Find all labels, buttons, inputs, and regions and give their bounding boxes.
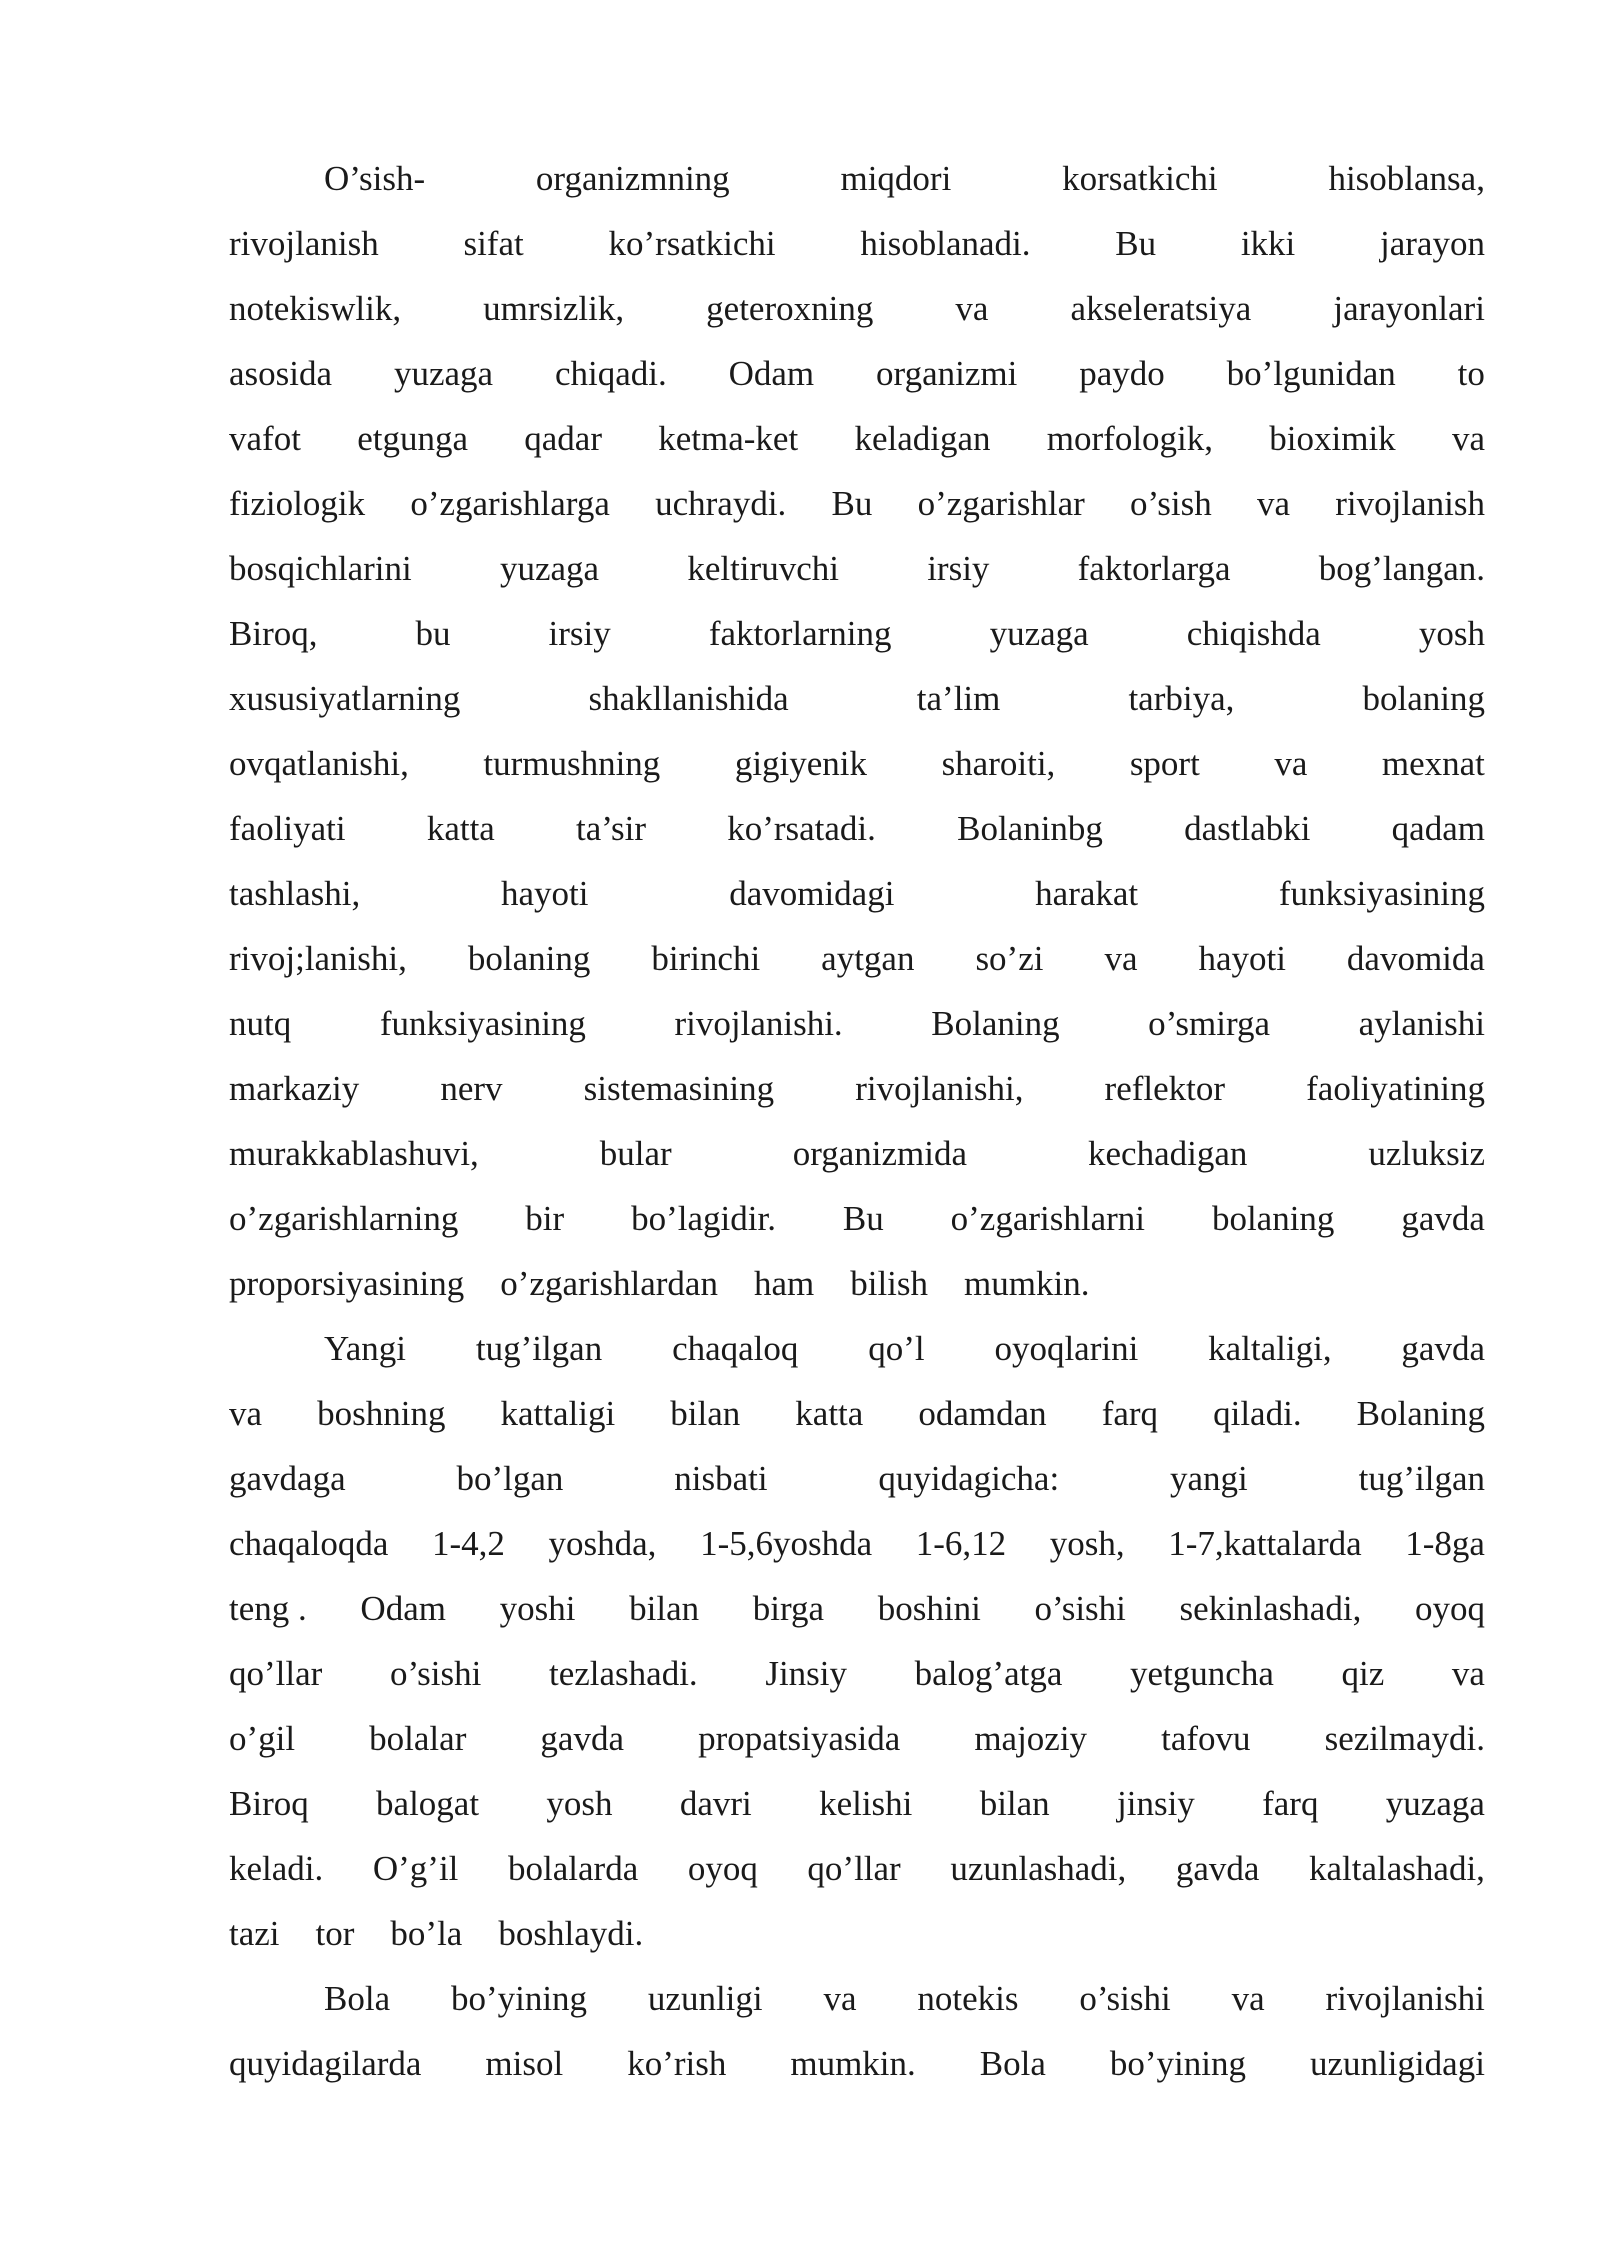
text-line [229, 796, 1485, 861]
word: ketma-ket [658, 419, 799, 458]
word: turmushning [483, 744, 661, 783]
word: birinchi [651, 939, 761, 978]
word: fiziologik [229, 484, 366, 523]
word: Bu [842, 1199, 884, 1238]
word: oyoq [1414, 1589, 1485, 1628]
word: kaltaligi, [1208, 1329, 1332, 1368]
word: ko’rsatadi. [727, 809, 876, 848]
word: mumkin. [964, 1264, 1090, 1303]
text-line [229, 991, 1485, 1056]
word: tug’ilgan [1358, 1459, 1485, 1498]
word: bilan [979, 1784, 1050, 1823]
word: qadar [524, 419, 602, 458]
word: Bu [831, 484, 873, 523]
text-line [229, 1771, 1485, 1836]
word: notekiswlik, [229, 289, 402, 328]
word: organizmida [792, 1134, 968, 1173]
word: bolalarda [508, 1849, 639, 1888]
word: propatsiyasida [698, 1719, 901, 1758]
word: chaqaloq [672, 1329, 799, 1368]
word: dastlabki [1184, 809, 1311, 848]
word: yangi [1170, 1459, 1248, 1498]
word: faktorlarning [708, 614, 892, 653]
word: jarayonlari [1333, 289, 1485, 328]
word: yoshi [499, 1589, 576, 1628]
word: Bola [979, 2044, 1046, 2083]
word: Bolaninbg [957, 809, 1103, 848]
word: sport [1129, 744, 1200, 783]
text-line [229, 1836, 1485, 1901]
word: 1-6,12 [915, 1524, 1007, 1563]
text-line [229, 926, 1485, 991]
text-line [229, 731, 1485, 796]
word: chaqaloqda [229, 1524, 389, 1563]
word: Yangi [324, 1329, 407, 1368]
word: misol [485, 2044, 564, 2083]
text-line [229, 1706, 1485, 1771]
word: gavda [1401, 1199, 1485, 1238]
word: Bu [1115, 224, 1157, 263]
word: 1-7,kattalarda [1168, 1524, 1362, 1563]
word: tashlashi, [229, 874, 361, 913]
word: ta’sir [576, 809, 647, 848]
word: notekis [917, 1979, 1019, 2018]
word: yosh [1418, 614, 1485, 653]
word: ovqatlanishi, [229, 744, 409, 783]
word: chiqadi. [554, 354, 667, 393]
word: o’zgarishlardan [500, 1264, 718, 1303]
text-line [229, 1056, 1485, 1121]
word: funksiyasining [379, 1004, 586, 1043]
paragraph [229, 1966, 1485, 2096]
word: yuzaga [393, 354, 494, 393]
word: faoliyatining [1306, 1069, 1485, 1108]
word: davomida [1346, 939, 1485, 978]
word: murakkablashuvi, [229, 1134, 479, 1173]
word: tafovu [1161, 1719, 1251, 1758]
paragraph [229, 146, 1485, 1316]
word: xususiyatlarning [229, 679, 461, 718]
text-line [229, 1901, 1485, 1966]
word: sharoiti, [941, 744, 1056, 783]
word: tug’ilgan [475, 1329, 603, 1368]
text-line [229, 1576, 1485, 1641]
word: sifat [463, 224, 524, 263]
word: va [1231, 1979, 1265, 2018]
word: uzluksiz [1368, 1134, 1485, 1173]
word: organizmi [876, 354, 1018, 393]
word: bo’lgan [456, 1459, 564, 1498]
word: bolaning [1211, 1199, 1335, 1238]
word: Biroq, [229, 614, 318, 653]
word: bir [525, 1199, 565, 1238]
word: rivojlanish [1335, 484, 1485, 523]
word: paydo [1079, 354, 1165, 393]
word: boshini [877, 1589, 981, 1628]
word: gavda [1175, 1849, 1260, 1888]
word: bo’la [390, 1914, 463, 1953]
word: o’sish [1130, 484, 1212, 523]
word: jarayon [1380, 224, 1485, 263]
word: 1-4,2 [432, 1524, 505, 1563]
word: hayoti [1198, 939, 1286, 978]
word: o’zgarishlarning [229, 1199, 459, 1238]
word: kechadigan [1088, 1134, 1248, 1173]
word: bular [599, 1134, 672, 1173]
word: yosh [546, 1784, 613, 1823]
word: o’zgarishlarga [410, 484, 610, 523]
word: rivojlanishi, [855, 1069, 1024, 1108]
word: majoziy [974, 1719, 1088, 1758]
word: qiladi. [1213, 1394, 1302, 1433]
word: katta [795, 1394, 864, 1433]
text-line [229, 1121, 1485, 1186]
text-line [229, 666, 1485, 731]
word: faoliyati [229, 809, 346, 848]
word: tor [315, 1914, 355, 1953]
word: yuzaga [499, 549, 600, 588]
word: aylanishi [1358, 1004, 1485, 1043]
text-line [229, 1641, 1485, 1706]
word: ham [753, 1264, 815, 1303]
word: geteroxning [706, 289, 874, 328]
word: tazi [229, 1914, 280, 1953]
word: bilish [850, 1264, 929, 1303]
word: rivojlanishi. [674, 1004, 843, 1043]
word: Biroq [229, 1784, 309, 1823]
word: uzunlashadi, [950, 1849, 1127, 1888]
word: gavda [540, 1719, 624, 1758]
word: o’sishi [1079, 1979, 1171, 2018]
word: bolaning [1362, 679, 1485, 718]
word: bilan [670, 1394, 741, 1433]
text-line [229, 471, 1485, 536]
word: Bolaning [1356, 1394, 1485, 1433]
word: 1-5,6yoshda [700, 1524, 873, 1563]
word: bog’langan. [1318, 549, 1485, 588]
word: mexnat [1381, 744, 1485, 783]
word: o’zgarishlarni [950, 1199, 1146, 1238]
word: chiqishda [1186, 614, 1321, 653]
word: va [1451, 1654, 1485, 1693]
text-line [229, 536, 1485, 601]
word: kelishi [819, 1784, 913, 1823]
word: nisbati [674, 1459, 768, 1498]
word: kaltalashadi, [1309, 1849, 1485, 1888]
word: faktorlarga [1077, 549, 1231, 588]
word: bioximik [1269, 419, 1396, 458]
word: sezilmaydi. [1324, 1719, 1485, 1758]
word: teng . [229, 1589, 307, 1628]
word: balog’atga [914, 1654, 1063, 1693]
word: mumkin. [790, 2044, 916, 2083]
word: o’gil [229, 1719, 296, 1758]
text-line [229, 1511, 1485, 1576]
word: irsiy [927, 549, 990, 588]
word: o’sishi [1034, 1589, 1126, 1628]
word: qo’l [868, 1329, 925, 1368]
word: farq [1101, 1394, 1159, 1433]
word: va [229, 1394, 263, 1433]
word: etgunga [357, 419, 468, 458]
word: asosida [229, 354, 333, 393]
word: balogat [376, 1784, 480, 1823]
word: qo’llar [229, 1654, 323, 1693]
word: keladigan [854, 419, 991, 458]
word: gavda [1401, 1329, 1485, 1368]
word: O’g’il [372, 1849, 459, 1888]
word: o’smirga [1148, 1004, 1271, 1043]
word: markaziy [229, 1069, 360, 1108]
word: va [955, 289, 989, 328]
word: katta [426, 809, 495, 848]
word: korsatkichi [1062, 159, 1218, 198]
word: vafot [229, 419, 301, 458]
word: boshning [317, 1394, 446, 1433]
text-line [229, 1186, 1485, 1251]
word: reflektor [1104, 1069, 1226, 1108]
text-line [229, 276, 1485, 341]
word: qiz [1341, 1654, 1385, 1693]
word: va [823, 1979, 857, 2018]
word: o’sishi [389, 1654, 482, 1693]
word: gavdaga [229, 1459, 346, 1498]
word: akseleratsiya [1070, 289, 1252, 328]
text-line [229, 406, 1485, 471]
word: bo’yining [450, 1979, 588, 2018]
paragraph [229, 1316, 1485, 1966]
word: Bolaning [931, 1004, 1060, 1043]
word: birga [752, 1589, 825, 1628]
word: oyoqlarini [994, 1329, 1139, 1368]
word: bo’yining [1109, 2044, 1246, 2083]
word: qadam [1391, 809, 1485, 848]
word: quyidagicha: [878, 1459, 1060, 1498]
word: yuzaga [1385, 1784, 1485, 1823]
word: tezlashadi. [549, 1654, 698, 1693]
text-line [229, 1316, 1485, 1381]
word: Odam [728, 354, 815, 393]
word: davri [679, 1784, 752, 1823]
word: davomidagi [729, 874, 895, 913]
word: va [1104, 939, 1138, 978]
word: bilan [629, 1589, 700, 1628]
word: o’zgarishlar [917, 484, 1085, 523]
word: keltiruvchi [687, 549, 839, 588]
word: ikki [1240, 224, 1296, 263]
word: Bola [324, 1979, 391, 2018]
word: 1-8ga [1405, 1524, 1485, 1563]
word: odamdan [918, 1394, 1047, 1433]
document-body [229, 146, 1485, 2096]
word: Jinsiy [765, 1654, 848, 1693]
word: funksiyasining [1278, 874, 1485, 913]
word: bosqichlarini [229, 549, 412, 588]
word: gigiyenik [734, 744, 868, 783]
word: rivoj;lanishi, [229, 939, 407, 978]
word: hisoblansa, [1328, 159, 1485, 198]
text-line [229, 861, 1485, 926]
word: uzunligi [647, 1979, 763, 2018]
word: va [1451, 419, 1485, 458]
word: sekinlashadi, [1179, 1589, 1362, 1628]
word: uzunligidagi [1309, 2044, 1485, 2083]
word: ta’lim [916, 679, 1001, 718]
word: Odam [360, 1589, 446, 1628]
text-line [229, 1251, 1485, 1316]
word: tarbiya, [1128, 679, 1235, 718]
word: nerv [440, 1069, 503, 1108]
word: hayoti [500, 874, 589, 913]
text-line [229, 211, 1485, 276]
word: O’sish- [324, 159, 426, 198]
word: qo’llar [807, 1849, 901, 1888]
word: bolaning [467, 939, 591, 978]
word: to [1457, 354, 1485, 393]
word: aytgan [821, 939, 915, 978]
word: hisoblanadi. [860, 224, 1031, 263]
word: so’zi [975, 939, 1044, 978]
word: bo’lagidir. [631, 1199, 776, 1238]
word: shakllanishida [588, 679, 789, 718]
word: va [1274, 744, 1308, 783]
word: rivojlanishi [1325, 1979, 1485, 2018]
text-line [229, 601, 1485, 666]
word: quyidagilarda [229, 2044, 422, 2083]
word: organizmning [535, 159, 730, 198]
word: ko’rsatkichi [608, 224, 776, 263]
word: nutq [229, 1004, 292, 1043]
word: proporsiyasining [229, 1264, 465, 1303]
word: bolalar [369, 1719, 467, 1758]
word: va [1256, 484, 1290, 523]
word: yoshda, [548, 1524, 657, 1563]
word: jinsiy [1117, 1784, 1195, 1823]
word: bo’lgunidan [1226, 354, 1396, 393]
word: farq [1262, 1784, 1319, 1823]
word: morfologik, [1046, 419, 1214, 458]
word: irsiy [548, 614, 611, 653]
word: uchraydi. [655, 484, 787, 523]
text-line [229, 1446, 1485, 1511]
word: oyoq [687, 1849, 758, 1888]
word: kattaligi [500, 1394, 616, 1433]
word: yuzaga [989, 614, 1089, 653]
word: yetguncha [1130, 1654, 1274, 1693]
text-line [229, 1966, 1485, 2031]
word: umrsizlik, [483, 289, 625, 328]
word: miqdori [840, 159, 952, 198]
text-line [229, 146, 1485, 211]
text-line [229, 341, 1485, 406]
word: sistemasining [583, 1069, 775, 1108]
word: bu [415, 614, 451, 653]
word: harakat [1035, 874, 1139, 913]
word: boshlaydi. [498, 1914, 644, 1953]
word: ko’rish [627, 2044, 727, 2083]
word: keladi. [229, 1849, 324, 1888]
word: rivojlanish [229, 224, 379, 263]
word: yosh, [1049, 1524, 1125, 1563]
text-line [229, 2031, 1485, 2096]
text-line [229, 1381, 1485, 1446]
